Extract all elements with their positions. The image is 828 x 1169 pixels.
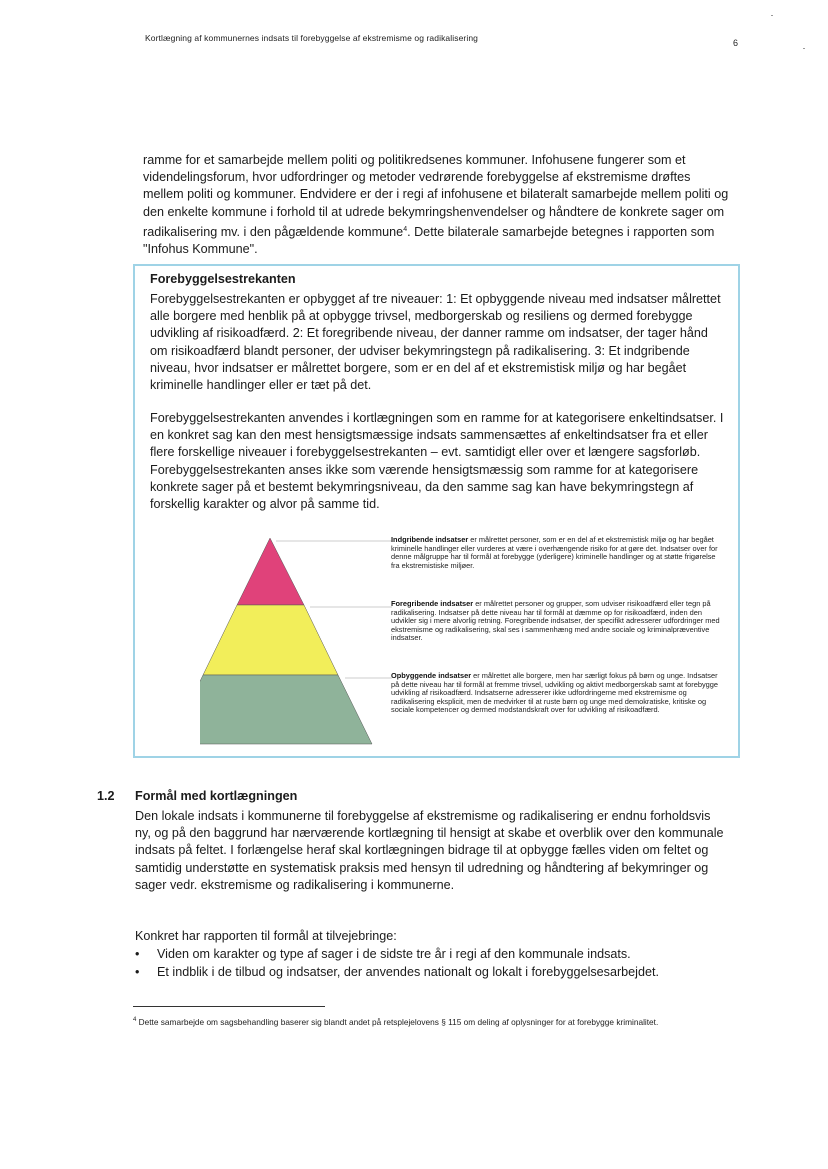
section-paragraph-2: Konkret har rapporten til formål at tilvejebringe: bbox=[135, 929, 397, 943]
section-title: Formål med kortlægningen bbox=[135, 789, 298, 803]
intro-paragraph: ramme for et samarbejde mellem politi og politikredsenes kommuner. Infohusene fungerer som et videndelingsforum, hvor udfordringer og metoder vedrørende forebyggelse af ekstremisme drøftes mellem politi og kommuner. Endvidere er der i regi af infohusene et bilateralt samarbejde mellem politi og den enkelte kommune i forhold til at udrede bekymringshenvendelser og håndtere de konkrete sager om radikalisering mv. i den pågældende kommune$^4$. Dette bilaterale samarbejde betegnes i rapporten som "Infohus Kommune". bbox=[143, 153, 729, 257]
purpose-list bbox=[135, 946, 735, 981]
triangle-level-indgribende bbox=[237, 538, 304, 605]
footnote-reference[interactable]: 4 bbox=[403, 225, 408, 233]
level-description-opbyggende: Opbyggende indsatser er målrettet alle borgere, men har særligt fokus på børn og unge. Indsatser på dette niveau har til formål at fremme trivsel, udvikling og aktivt medborgerskab samt at forebygge udvikling af risikoadfærd. Indsatserne adresserer ikke udfordringerne med ekstremisme og radikalisering eksplicit, men de medvirker til at ruste børn og unge med demokratiske, kritiske og sociale kompetencer og dermed modstandskraft over for udvikling af risikoadfærd. bbox=[391, 671, 718, 715]
triangle-level-opbyggende bbox=[200, 675, 372, 744]
section-number: 1.2 bbox=[97, 789, 115, 803]
list-item: • Viden om karakter og type af sager i de sidste tre år i regi af den kommunale indsats. bbox=[135, 946, 735, 964]
footnote-divider bbox=[133, 1006, 325, 1007]
bullet-icon: • bbox=[135, 964, 140, 979]
bullet-icon: • bbox=[135, 947, 140, 961]
level-description-foregribende: Foregribende indsatser er målrettet personer og grupper, som udviser risikoadfærd eller tegn på radikalisering. Indsatser på dette niveau har til formål at dæmme op for risikoadfærd, inden den udvikler sig i mere alvorlig retning. Foregribende indsatser, der specifikt adresserer udfordringer med ekstremisme og radikalisering, skal ses i sammenhæng med andre sociale og kriminalpræventive indsatser. bbox=[391, 599, 720, 643]
box-paragraph-2: Forebyggelsestrekanten anvendes i kortlægningen som en ramme for at kategorisere enkeltindsatser. I en konkret sag kan den mest hensigtsmæssige indsats sammensættes af enkeltindsatser fra et eller flere forskellige niveauer i forebyggelsestrekanten – evt. samtidigt eller over et længere sagsforløb. Forebyggelsestrekanten anses ikke som værende hensigtsmæssig som ramme for at kategorisere konkrete sager på et bestemt bekymringsniveau, da den samme sag kan have bekymringstegn af forskellig karakter og alvor på samme tid. bbox=[150, 411, 724, 512]
scan-mark bbox=[771, 15, 773, 16]
level-description-indgribende: Indgribende indsatser er målrettet personer, som er en del af et ekstremistisk miljø og har begået kriminelle handlinger eller vurderes at være i overhængende risiko for at gøre det. Indsatser over for denne målgruppe har til formål at forebygge (yderligere) kriminelle handlinger og at støtte frigørelse fra ekstremistiske miljøer. bbox=[391, 535, 718, 570]
triangle-level-foregribende bbox=[203, 605, 338, 675]
scan-mark bbox=[803, 48, 805, 49]
list-item: • Et indblik i de tilbud og indsatser, der anvendes nationalt og lokalt i forebyggelsesarbejdet. bbox=[135, 964, 735, 982]
footnote: $^4$ Dette samarbejde om sagsbehandling baserer sig blandt andet på retsplejelovens § 115 om deling af oplysninger for at forebygge kriminalitet. bbox=[133, 1016, 659, 1027]
prevention-triangle-diagram bbox=[200, 530, 395, 750]
section-paragraph-1: Den lokale indsats i kommunerne til forebyggelse af ekstremisme og radikalisering er endnu forholdsvis ny, og på den baggrund har nærværende kortlægning til hensigt at skabe et overblik over den kommunale indsats på feltet. I forlængelse heraf skal kortlægningen bidrage til at opbygge fælles viden om feltet og samtidig understøtte en systematisk praksis med hensyn til udredning og håndtering af bekymringer og sager vedr. ekstremisme og radikalisering i kommunerne. bbox=[135, 809, 724, 892]
box-title: Forebyggelsestrekanten bbox=[150, 272, 296, 286]
box-paragraph-1: Forebyggelsestrekanten er opbygget af tre niveauer: 1: Et opbyggende niveau med indsatser målrettet alle borgere med henblik på at opbygge trivsel, medborgerskab og resiliens og dermed forebygge udvikling af risikoadfærd. 2: Et foregribende niveau, der danner ramme om indsatser, der tager hånd om risikoadfærd blandt personer, der udviser bekymringstegn på radikalisering. 3: Et indgribende niveau, hvor indsatser er målrettet borgere, som er en del af et ekstremistisk miljø og har begået kriminelle handlinger eller er tæt på det. bbox=[150, 292, 721, 393]
running-header: Kortlægning af kommunernes indsats til forebyggelse af ekstremisme og radikalisering bbox=[145, 33, 478, 43]
footnote-marker: 4 bbox=[133, 1017, 137, 1023]
page-number: 6 bbox=[733, 38, 739, 48]
